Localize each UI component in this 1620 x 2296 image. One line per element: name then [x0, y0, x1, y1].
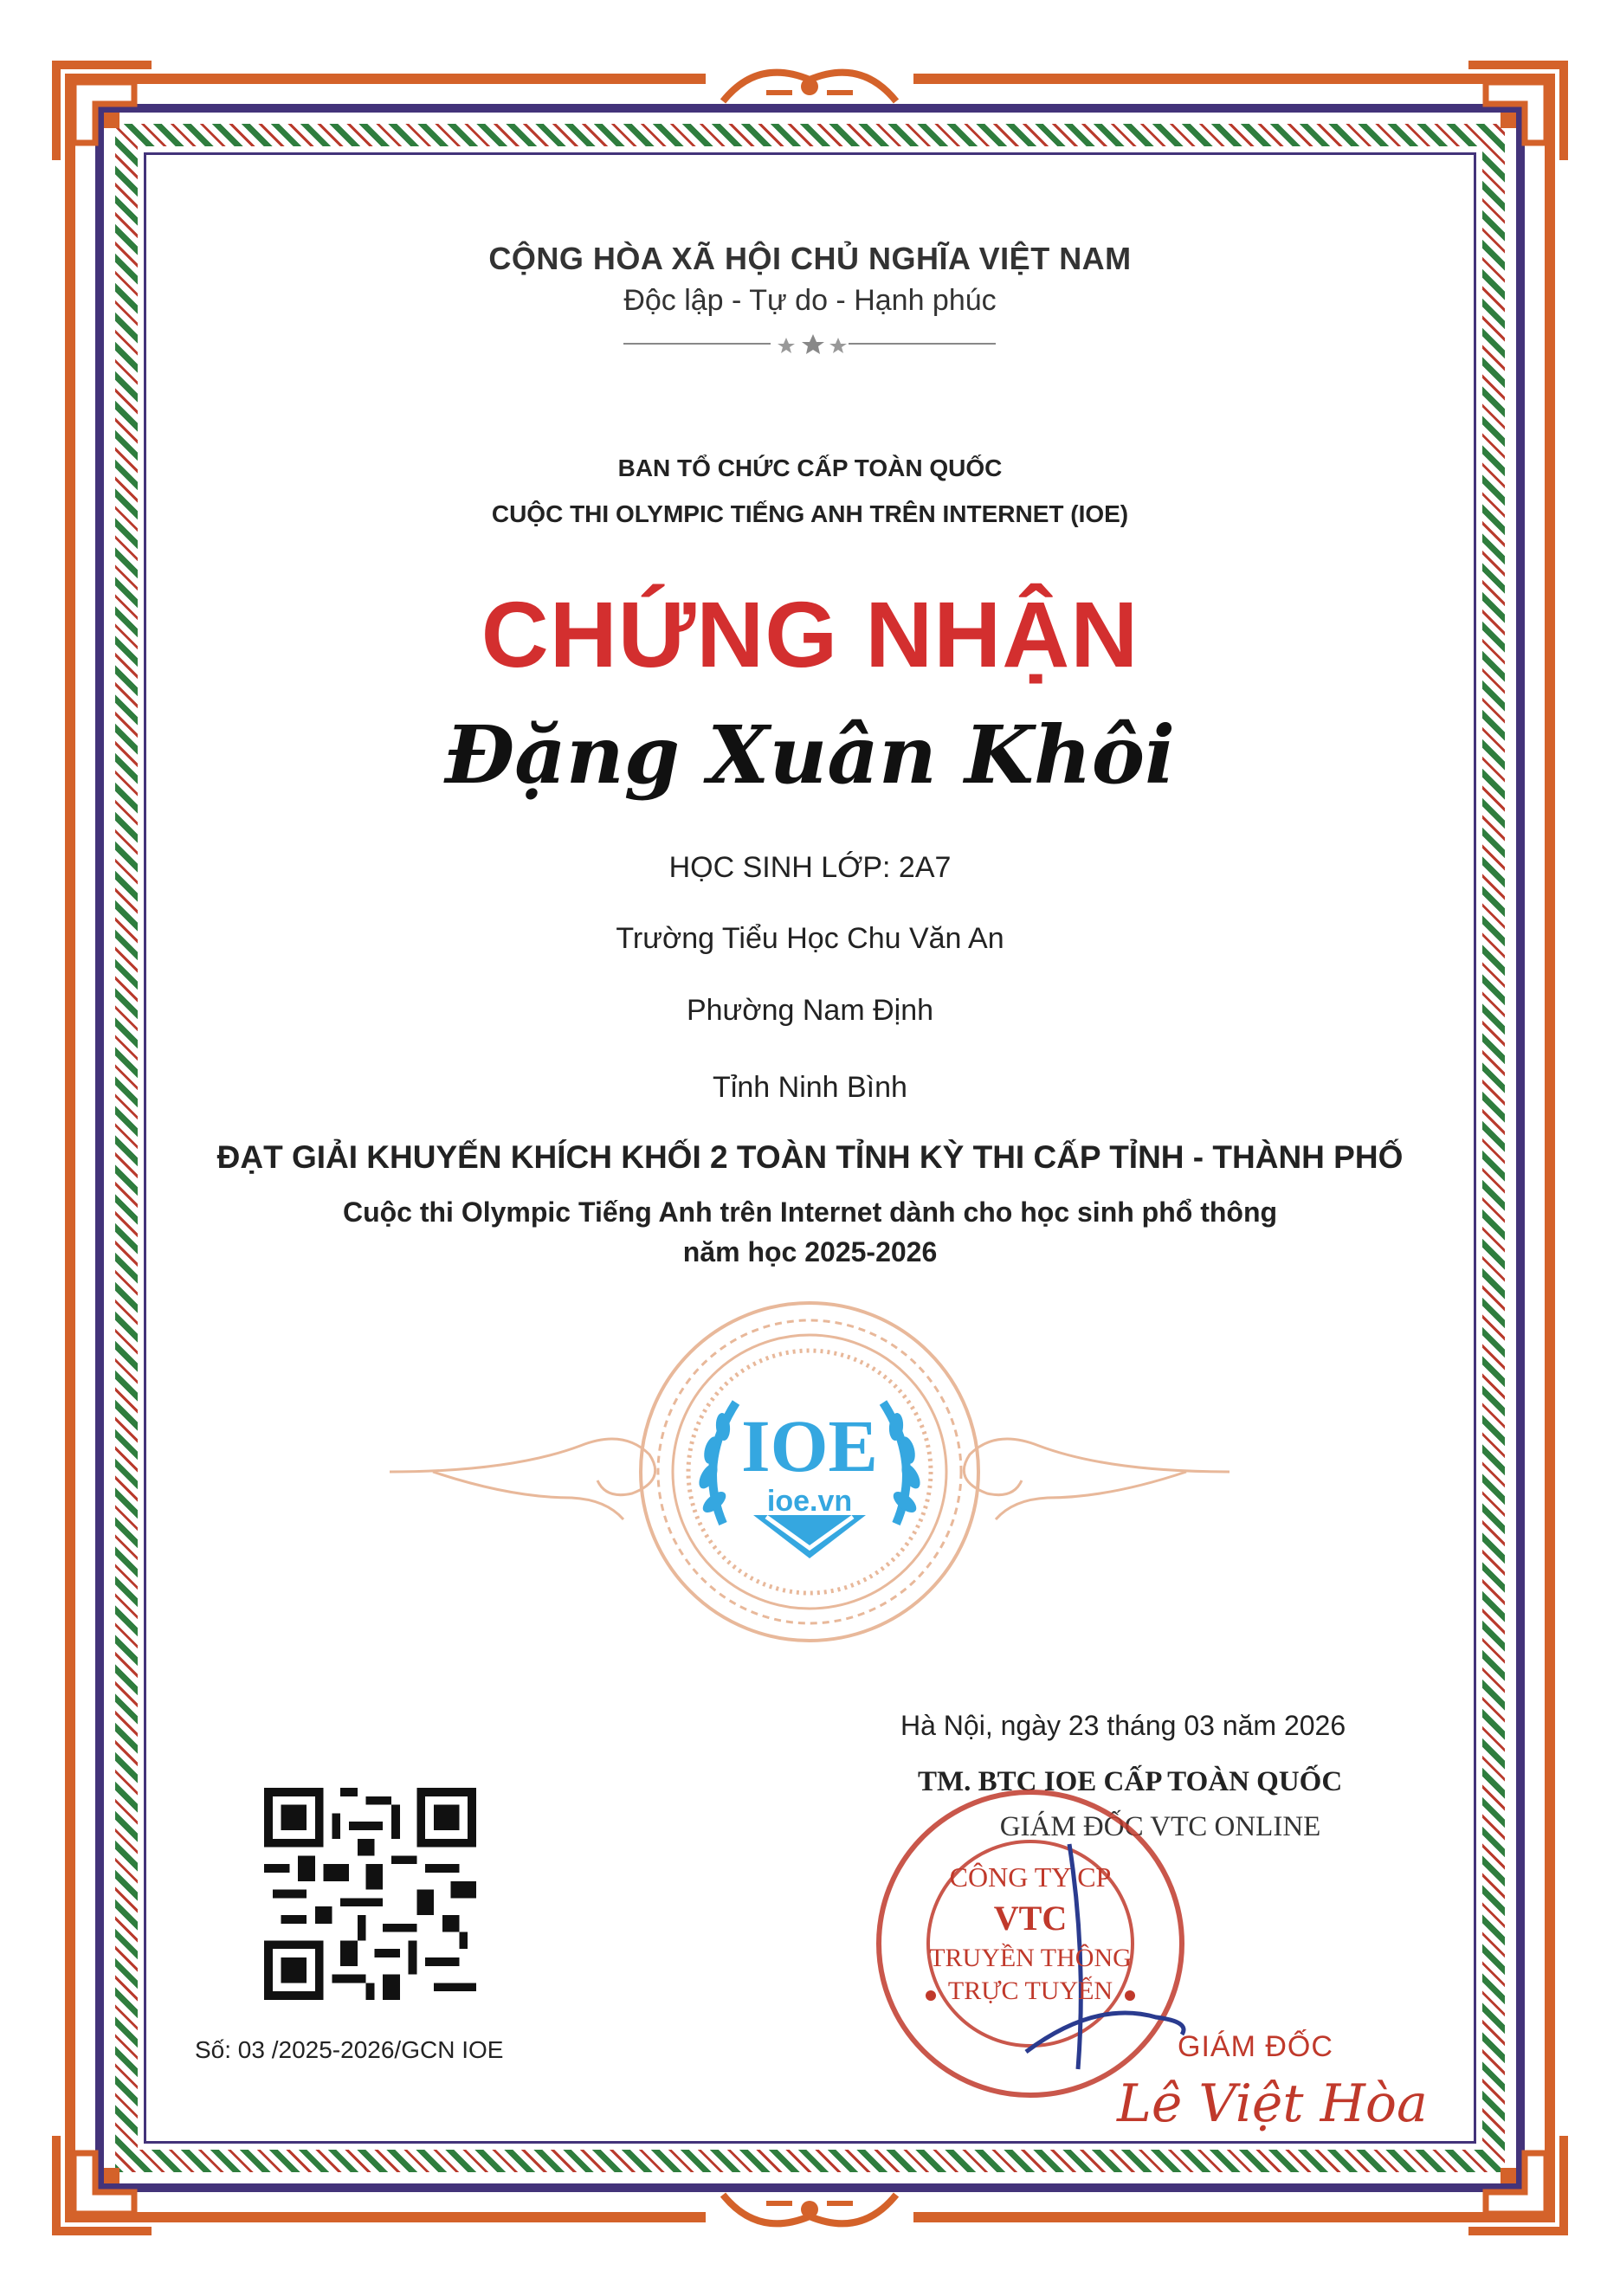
contest-line: Cuộc thi Olympic Tiếng Anh trên Internet dành cho học sinh phổ thông — [342, 1196, 1278, 1228]
corner-ornament-icon — [48, 56, 160, 169]
director-title: GIÁM ĐỐC VTC ONLINE — [999, 1811, 1321, 1842]
seal-line-3: TRỰC TUYẾN — [947, 1977, 1113, 2005]
ioe-logo-text: IOE — [741, 1404, 878, 1487]
class-line: HỌC SINH LỚP: 2A7 — [668, 851, 952, 884]
seal-company: CÔNG TY CP — [949, 1861, 1112, 1893]
school-name: Trường Tiểu Học Chu Văn An — [616, 922, 1004, 955]
signer-name: Lê Việt Hòa — [1117, 2073, 1428, 2134]
seal-line-2: TRUYỀN THÔNG — [929, 1944, 1132, 1972]
organizer-line-2: CUỘC THI OLYMPIC TIẾNG ANH TRÊN INTERNET (IOE) — [491, 500, 1129, 527]
school-year: năm học 2025-2026 — [682, 1236, 938, 1267]
motto: Độc lập - Tự do - Hạnh phúc — [623, 284, 997, 317]
ioe-logo-subtext: ioe.vn — [766, 1485, 853, 1518]
signer-role: GIÁM ĐỐC — [1178, 2030, 1333, 2063]
top-ornament-icon — [706, 54, 913, 114]
seal-name: VTC — [993, 1899, 1068, 1938]
bottom-ornament-icon — [706, 2182, 913, 2242]
corner-ornament-icon — [48, 2127, 160, 2240]
ward-name: Phường Nam Định — [686, 994, 934, 1027]
organizer-line-1: BAN TỔ CHỨC CẤP TOÀN QUỐC — [617, 455, 1003, 481]
recipient-name: Đặng Xuân Khôi — [444, 708, 1176, 802]
province-name: Tỉnh Ninh Bình — [713, 1071, 907, 1104]
star-divider-icon — [623, 333, 996, 354]
certificate-title: CHỨNG NHẬN — [481, 582, 1139, 687]
issue-date: Hà Nội, ngày 23 tháng 03 năm 2026 — [900, 1710, 1346, 1741]
nation-title: CỘNG HÒA XÃ HỘI CHỦ NGHĨA VIỆT NAM — [488, 241, 1132, 276]
corner-ornament-icon — [1460, 2127, 1572, 2240]
signatory-organization: TM. BTC IOE CẤP TOÀN QUỐC — [918, 1766, 1343, 1797]
award-line: ĐẠT GIẢI KHUYẾN KHÍCH KHỐI 2 TOÀN TỈNH KỲ THI CẤP TỈNH - THÀNH PHỐ — [216, 1139, 1404, 1175]
corner-ornament-icon — [1460, 56, 1572, 169]
qr-code-icon — [264, 1788, 476, 2000]
serial-number: Số: 03 /2025-2026/GCN IOE — [195, 2036, 504, 2063]
